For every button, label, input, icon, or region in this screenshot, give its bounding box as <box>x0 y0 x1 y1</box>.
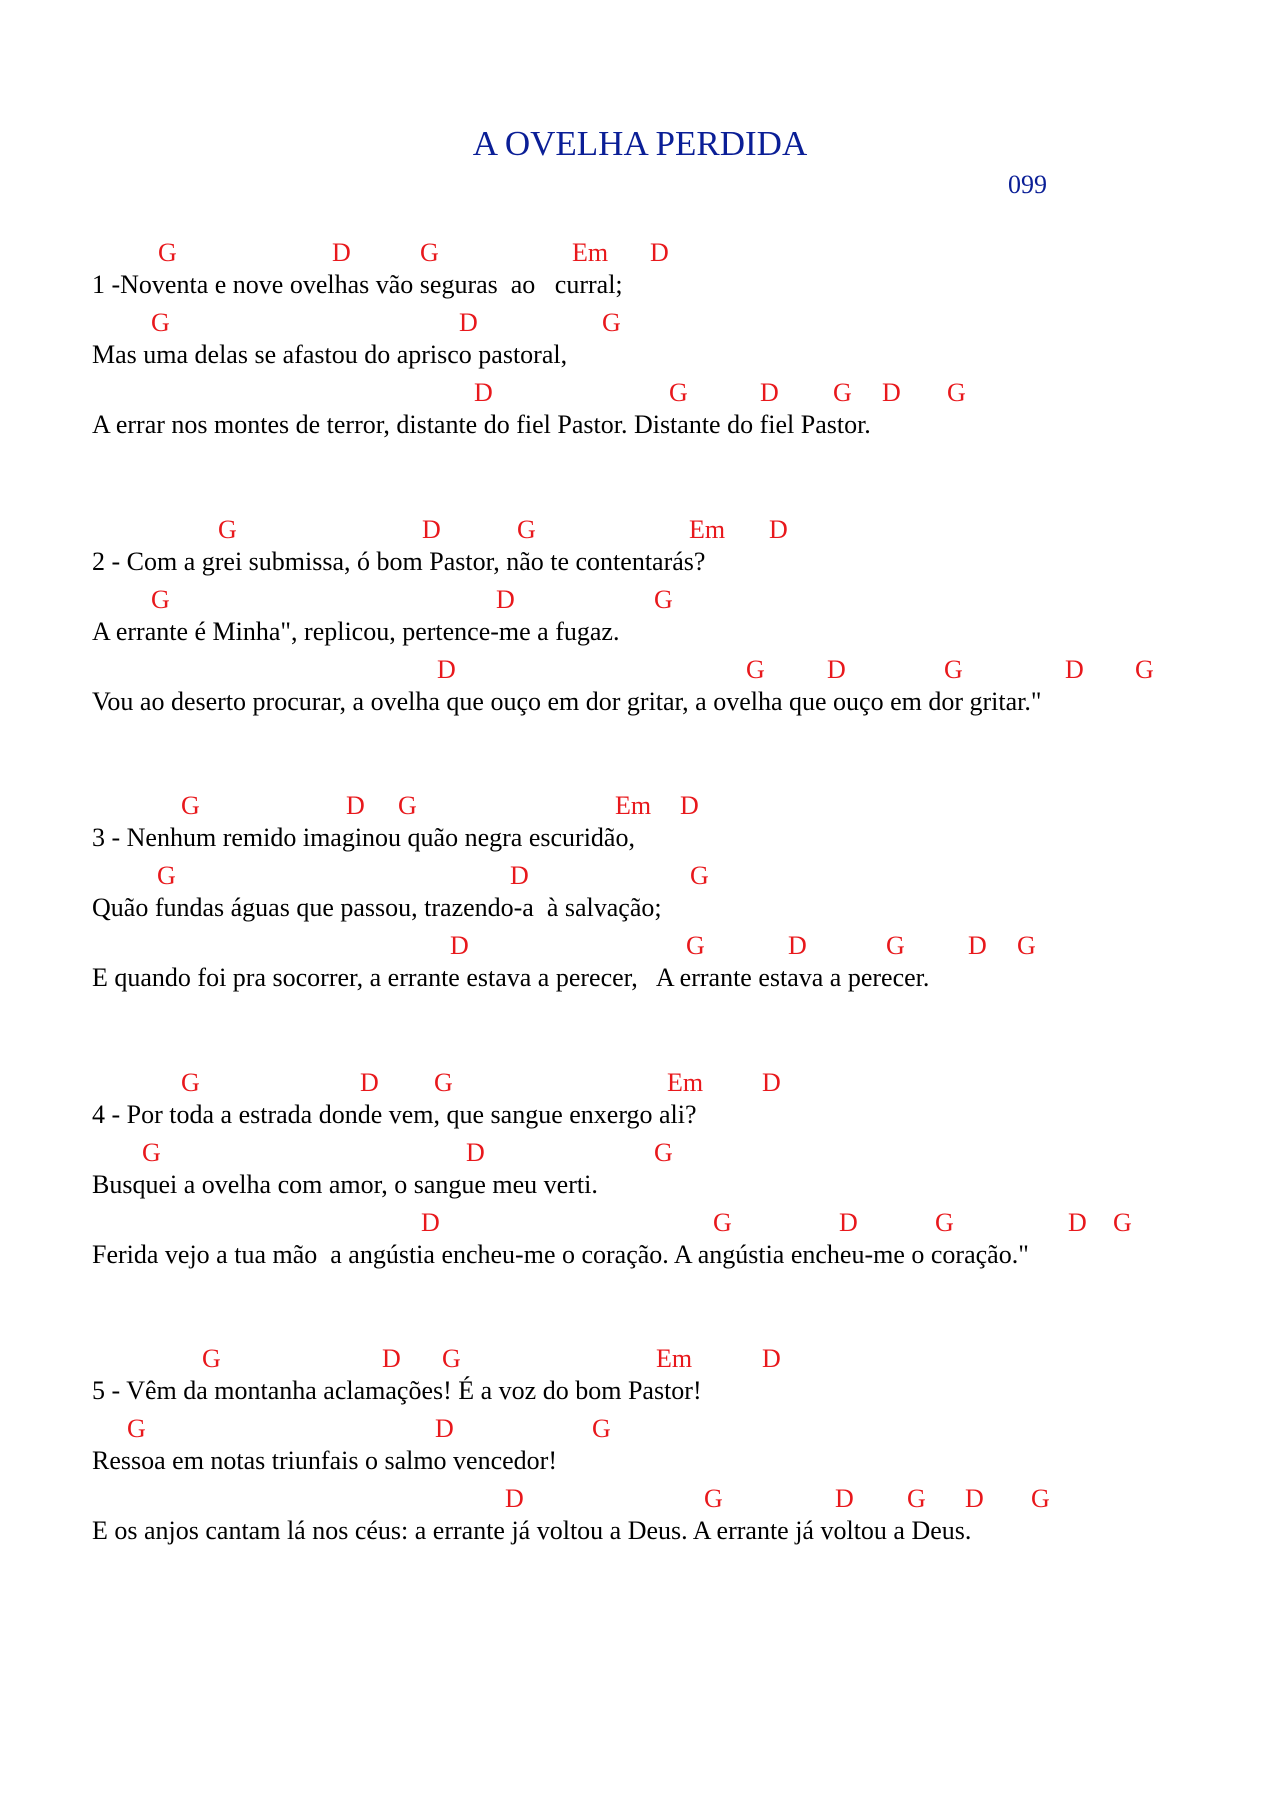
chord: D <box>769 515 788 544</box>
chord: Em <box>689 515 726 544</box>
chord: D <box>421 1208 440 1237</box>
chord: D <box>839 1208 858 1237</box>
verse-line <box>92 655 1272 725</box>
lyric-line: A errante é Minha", replicou, pertence-me a fugaz. <box>92 617 620 646</box>
chord-row <box>92 515 1272 549</box>
verse-2 <box>92 515 1272 725</box>
chord: G <box>592 1414 611 1443</box>
chord: D <box>466 1138 485 1167</box>
lyric-line: Busquei a ovelha com amor, o sangue meu verti. <box>92 1170 598 1199</box>
chord-row <box>92 585 1272 619</box>
verse-line <box>92 1484 1272 1554</box>
chord: G <box>907 1484 926 1513</box>
chord-row <box>92 1208 1272 1242</box>
lyric-line: A errar nos montes de terror, distante do fiel Pastor. Distante do fiel Pastor. <box>92 410 871 439</box>
chord: G <box>142 1138 161 1167</box>
lyric-line: 2 - Com a grei submissa, ó bom Pastor, não te contentarás? <box>92 547 706 576</box>
lyric-line: Quão fundas águas que passou, trazendo-a à salvação; <box>92 893 662 922</box>
chord: D <box>968 931 987 960</box>
chord-row <box>92 1068 1272 1102</box>
chord-row <box>92 1344 1272 1378</box>
chord-row <box>92 308 1272 342</box>
lyric-line: E quando foi pra socorrer, a errante estava a perecer, A errante estava a perecer. <box>92 963 930 992</box>
chord: D <box>450 931 469 960</box>
chord: G <box>746 655 765 684</box>
chord: G <box>202 1344 221 1373</box>
verse-line <box>92 308 1272 378</box>
chord: G <box>935 1208 954 1237</box>
chord: G <box>833 378 852 407</box>
chord: D <box>1068 1208 1087 1237</box>
verse-4 <box>92 1068 1272 1278</box>
chord: D <box>496 585 515 614</box>
chord: G <box>517 515 536 544</box>
chord: G <box>1135 655 1154 684</box>
chord-row <box>92 238 1272 272</box>
chord: D <box>437 655 456 684</box>
chord: G <box>442 1344 461 1373</box>
lyric-line: E os anjos cantam lá nos céus: a errante já voltou a Deus. A errante já voltou a Deus. <box>92 1516 972 1545</box>
chord: G <box>944 655 963 684</box>
chord: Em <box>667 1068 704 1097</box>
chord: Em <box>656 1344 693 1373</box>
chord-row <box>92 1138 1272 1172</box>
lyric-line: 4 - Por toda a estrada donde vem, que sangue enxergo ali? <box>92 1100 697 1129</box>
chord: G <box>1113 1208 1132 1237</box>
chord: D <box>474 378 493 407</box>
chord-row <box>92 1414 1272 1448</box>
chord: D <box>680 791 699 820</box>
chord: G <box>669 378 688 407</box>
lyric-line: Mas uma delas se afastou do aprisco pastoral, <box>92 340 568 369</box>
chord: G <box>947 378 966 407</box>
chord: D <box>827 655 846 684</box>
verse-line <box>92 1138 1272 1208</box>
chord: D <box>382 1344 401 1373</box>
chord-row <box>92 1484 1272 1518</box>
verse-1 <box>92 238 1272 448</box>
chord: D <box>459 308 478 337</box>
song-title: A OVELHA PERDIDA <box>472 124 808 163</box>
chord: G <box>690 861 709 890</box>
verse-line <box>92 1414 1272 1484</box>
chord-row <box>92 791 1272 825</box>
chord: G <box>181 791 200 820</box>
chord: D <box>1065 655 1084 684</box>
lyric-line: 3 - Nenhum remido imaginou quão negra escuridão, <box>92 823 635 852</box>
lyric-line: 1 -Noventa e nove ovelhas vão seguras ao curral; <box>92 270 623 299</box>
chord: D <box>346 791 365 820</box>
lyric-line: 5 - Vêm da montanha aclamações! É a voz do bom Pastor! <box>92 1376 702 1405</box>
chord: G <box>654 585 673 614</box>
verse-line <box>92 585 1272 655</box>
chord: Em <box>572 238 609 267</box>
chord: G <box>398 791 417 820</box>
chord: G <box>1031 1484 1050 1513</box>
chord: G <box>713 1208 732 1237</box>
lyric-line: Vou ao deserto procurar, a ovelha que ouço em dor gritar, a ovelha que ouço em dor gritar." <box>92 687 1042 716</box>
lyric-line: Ressoa em notas triunfais o salmo vencedor! <box>92 1446 557 1475</box>
chord: D <box>835 1484 854 1513</box>
chord: G <box>151 585 170 614</box>
verse-line <box>92 515 1272 585</box>
chord-row <box>92 931 1272 965</box>
verse-line <box>92 791 1272 861</box>
chord: G <box>151 308 170 337</box>
chord: G <box>886 931 905 960</box>
chord: G <box>127 1414 146 1443</box>
verse-3 <box>92 791 1272 1001</box>
chord: D <box>760 378 779 407</box>
chord: G <box>218 515 237 544</box>
chord: G <box>1017 931 1036 960</box>
chord: G <box>157 861 176 890</box>
chord-row <box>92 655 1272 689</box>
chord: Em <box>615 791 652 820</box>
verse-5 <box>92 1344 1272 1554</box>
verse-line <box>92 861 1272 931</box>
verse-line <box>92 238 1272 308</box>
verse-line <box>92 931 1272 1001</box>
chord: G <box>434 1068 453 1097</box>
chord: D <box>510 861 529 890</box>
chord: D <box>788 931 807 960</box>
chord: D <box>965 1484 984 1513</box>
chord: D <box>332 238 351 267</box>
verse-line <box>92 1344 1272 1414</box>
verse-line <box>92 1208 1272 1278</box>
chord: D <box>882 378 901 407</box>
chord: D <box>762 1068 781 1097</box>
chord: D <box>360 1068 379 1097</box>
verse-line <box>92 378 1272 448</box>
chord: D <box>762 1344 781 1373</box>
chord: G <box>181 1068 200 1097</box>
chord: D <box>650 238 669 267</box>
chord-row <box>92 378 1272 412</box>
chord: G <box>654 1138 673 1167</box>
chord: D <box>435 1414 454 1443</box>
chord: G <box>602 308 621 337</box>
chord: D <box>505 1484 524 1513</box>
chord: D <box>422 515 441 544</box>
chord: G <box>158 238 177 267</box>
song-number: 099 <box>1008 170 1047 199</box>
chord-row <box>92 861 1272 895</box>
chord: G <box>686 931 705 960</box>
chord: G <box>704 1484 723 1513</box>
lyric-line: Ferida vejo a tua mão a angústia encheu-me o coração. A angústia encheu-me o coração." <box>92 1240 1029 1269</box>
verse-line <box>92 1068 1272 1138</box>
chord: G <box>420 238 439 267</box>
